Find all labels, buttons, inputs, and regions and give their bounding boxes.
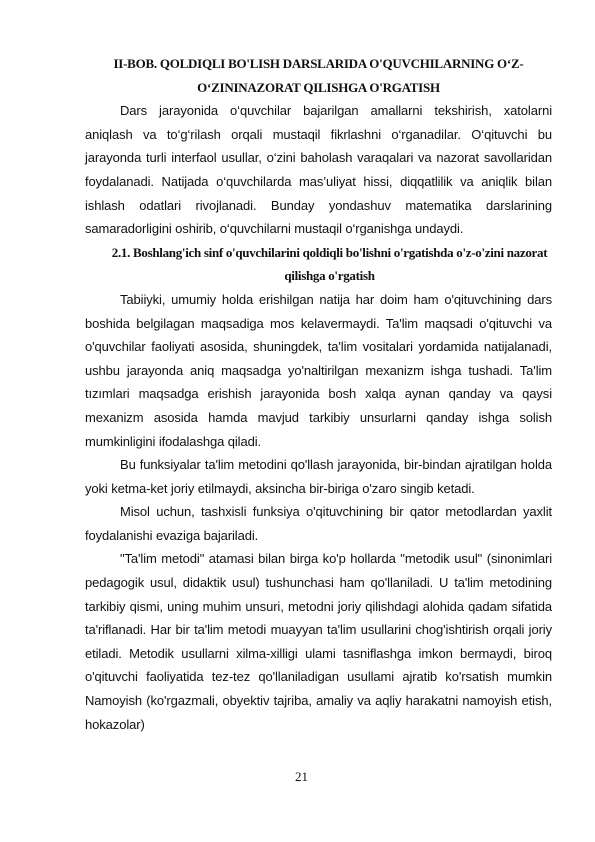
section-paragraph-1: Tabiiyki, umumiy holda erishilgan natija har doim ham o'qituvchining dars boshida belgilagan maqsadiga mos kelavermaydi. Ta'lim maqsadi o'qituvchi va o'quvchilar faoliyati asosida, shuningdek, ta'lim vositalari yordamida natijalanadi, ushbu jarayonda aniq maqsadga yo'naltirilgan mexanizm ishga tushadi. Ta'lim tızımlari maqsadga erishish jarayonida bosh xalqa aynan qanday va qaysi mexanizm asosida hamda mavjud tarkibiy unsurlarni qanday ishga solish mumkinligini ifodalashga qiladi.	[85, 291, 552, 449]
section-paragraph-2: Bu funksiyalar ta'lim metodini qo'llash jarayonida, bir-bindan ajratilgan holda yoki ketma-ket joriy etilmaydi, aksincha bir-biriga o'zaro singib ketadi.	[85, 457, 552, 496]
section-title: 2.1. Boshlang'ich sinf o'quvchilarini qoldiqli bo'lishni o'rgatishda o'z-o'zini nazorat qilishga o'rgatish	[111, 244, 548, 284]
page-number: 21	[295, 769, 308, 784]
section-paragraph-3: Misol uchun, tashxisli funksiya o'qituvchining bir qator metodlardan yaxlit foydalanishi evaziga bajariladi.	[85, 504, 552, 543]
chapter-title: II-BOB. QOLDIQLI BO'LISH DARSLARIDA O'QUVCHILARNING O‘Z-O‘ZININAZORAT QILISHGA O'RGATISH	[113, 56, 524, 95]
page-content	[85, 52, 552, 736]
intro-paragraph: Dars jarayonida o‘quvchilar bajarilgan amallarni tekshirish, xatolarni aniqlash va to‘g‘rilash orqali mustaqil fikrlashni o‘rganadilar. O‘qituvchi bu jarayonda turli interfaol usullar, o‘zini baholash varaqalari va nazorat savollaridan foydalanadi. Natijada o‘quvchilarda mas’uliyat hissi, diqqatlilik va aniqlik bilan ishlash odatlari rivojlanadi. Bunday yondashuv matematika darslarining samaradorligini oshirib, o‘quvchilarni mustaqil o‘rganishga undaydi.	[85, 103, 552, 237]
section-paragraph-4: "Ta'lim metodi" atamasi bilan birga ko'p hollarda "metodik usul" (sinonimlari pedagogik usul, didaktik usul) tushunchasi ham qo'llaniladi. U ta'lim metodining tarkibiy qismi, uning muhim unsuri, metodni joriy qilishdagi alohida qadam sifatida ta'riflanadi. Har bir ta'lim metodi muayyan ta'lim usullarini chog'ishtirish orqali joriy etiladi. Metodik usullarni xilma-xilligi ulami tasniflashga imkon bermaydi, biroq o'qituvchi faoliyatida tez-tez qo'llaniladigan usullami ajratib ko'rsatish mumkin Namoyish (ko'rgazmali, obyektiv tajriba, amaliy va aqliy harakatni namoyish etish, hokazolar)	[85, 551, 552, 732]
